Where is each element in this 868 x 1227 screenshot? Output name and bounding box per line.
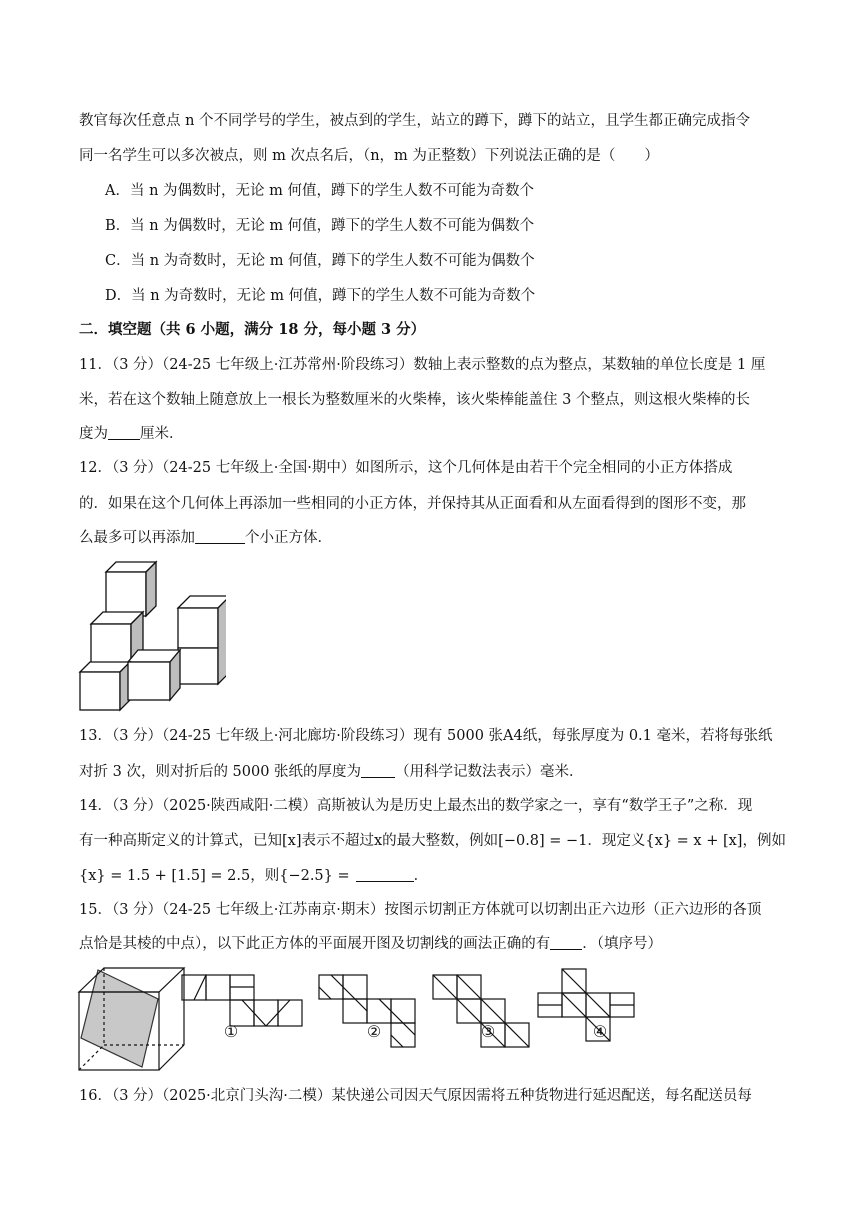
q13-text-line1: 13．（3 分）（24-25 七年级上·河北廊坊·阶段练习）现有 5000 张A4纸，每张厚度为 0.1 毫米，若将每张纸 [79,728,773,744]
q12-text-line2: 的．如果在这个几何体上再添加一些相同的小正方体，并保持其从正面看和从左面看得到的图形不变，那 [79,496,746,512]
q14-text-line1: 14．（3 分）（2025·陕西咸阳·二模）高斯被认为是历史上最杰出的数学家之一，享有“数学王子”之称．现 [79,798,753,814]
q10-option-b: B．当 n 为偶数时，无论 m 何值，蹲下的学生人数不可能为偶数个 [105,218,535,234]
q13-text-line2 [79,762,584,782]
q14-answer-blank [356,867,414,882]
q12-text-line3 [79,528,332,548]
q12-text-line1: 12．（3 分）（24-25 七年级上·全国·期中）如图所示，这个几何体是由若干个完全相同的小正方体搭成 [79,460,733,476]
q10-option-a: A．当 n 为偶数时，无论 m 何值，蹲下的学生人数不可能为奇数个 [105,183,534,199]
stacked-cubes-figure [76,558,226,714]
q10-option-d: D．当 n 为奇数时，无论 m 何值，蹲下的学生人数不可能为奇数个 [105,288,536,304]
q15-prefix: 点恰是其棱的中点），以下此正方体的平面展开图及切割线的画法正确的有 [79,936,551,952]
net-1-label: ① [223,1022,239,1041]
q14-suffix: ． [413,868,429,884]
q13-answer-blank [361,763,395,778]
q15-text-line1: 15．（3 分）（24-25 七年级上·江苏南京·期末）按图示切割正方体就可以切割出正六边形（正六边形的各顶 [79,902,762,918]
q11-prefix: 度为 [79,426,108,442]
q11-text-line3 [79,424,184,444]
net-2-label: ② [366,1022,382,1041]
q16-text-line1: 16．（3 分）（2025·北京门头沟·二模）某快递公司因天气原因需将五种货物进行延迟配送，每名配送员每 [79,1088,752,1104]
q15-text-line2 [79,934,662,954]
q13-prefix: 对折 3 次，则对折后的 5000 张纸的厚度为 [79,764,362,780]
q14-text-line2: 有一种高斯定义的计算式，已知[x]表示不超过x的最大整数，例如[−0.8] = −1．现定义{x} = x + [x]，例如 [79,833,786,849]
q12-prefix: 么最多可以再添加 [79,530,195,546]
q13-suffix: （用科学记数法表示）毫米． [395,764,584,780]
q12-answer-blank [195,529,245,544]
cut-cube-figure [76,965,188,1073]
q10-text-line2: 同一名学生可以多次被点，则 m 次点名后，（n，m 为正整数）下列说法正确的是（ ） [79,148,659,164]
q10-text-line1: 教官每次任意点 n 个不同学号的学生，被点到的学生，站立的蹲下，蹲下的站立，且学生都正确完成指令 [79,113,751,129]
net-4-label: ④ [592,1022,608,1041]
net-1-figure [181,974,305,1030]
net-3-label: ③ [480,1022,496,1041]
q15-suffix: ．（填序号） [582,936,662,952]
q11-suffix: 厘米． [140,426,184,442]
q15-answer-blank [550,935,582,950]
q10-option-c: C．当 n 为奇数时，无论 m 何值，蹲下的学生人数不可能为偶数个 [105,253,535,269]
q11-answer-blank [108,425,140,440]
section-heading: 二．填空题（共 6 小题，满分 18 分，每小题 3 分） [79,321,426,338]
q11-text-line2: 米，若在这个数轴上随意放上一根长为整数厘米的火柴棒，该火柴棒能盖住 3 个整点，则这根火柴棒的长 [79,392,750,408]
q14-prefix: {x} = 1.5 + [1.5] = 2.5，则{−2.5} = [79,868,350,884]
q14-text-line3 [79,866,428,886]
q11-text-line1: 11．（3 分）（24-25 七年级上·江苏常州·阶段练习）数轴上表示整数的点为整点，某数轴的单位长度是 1 厘 [79,357,766,373]
q12-suffix: 个小正方体． [245,530,332,546]
